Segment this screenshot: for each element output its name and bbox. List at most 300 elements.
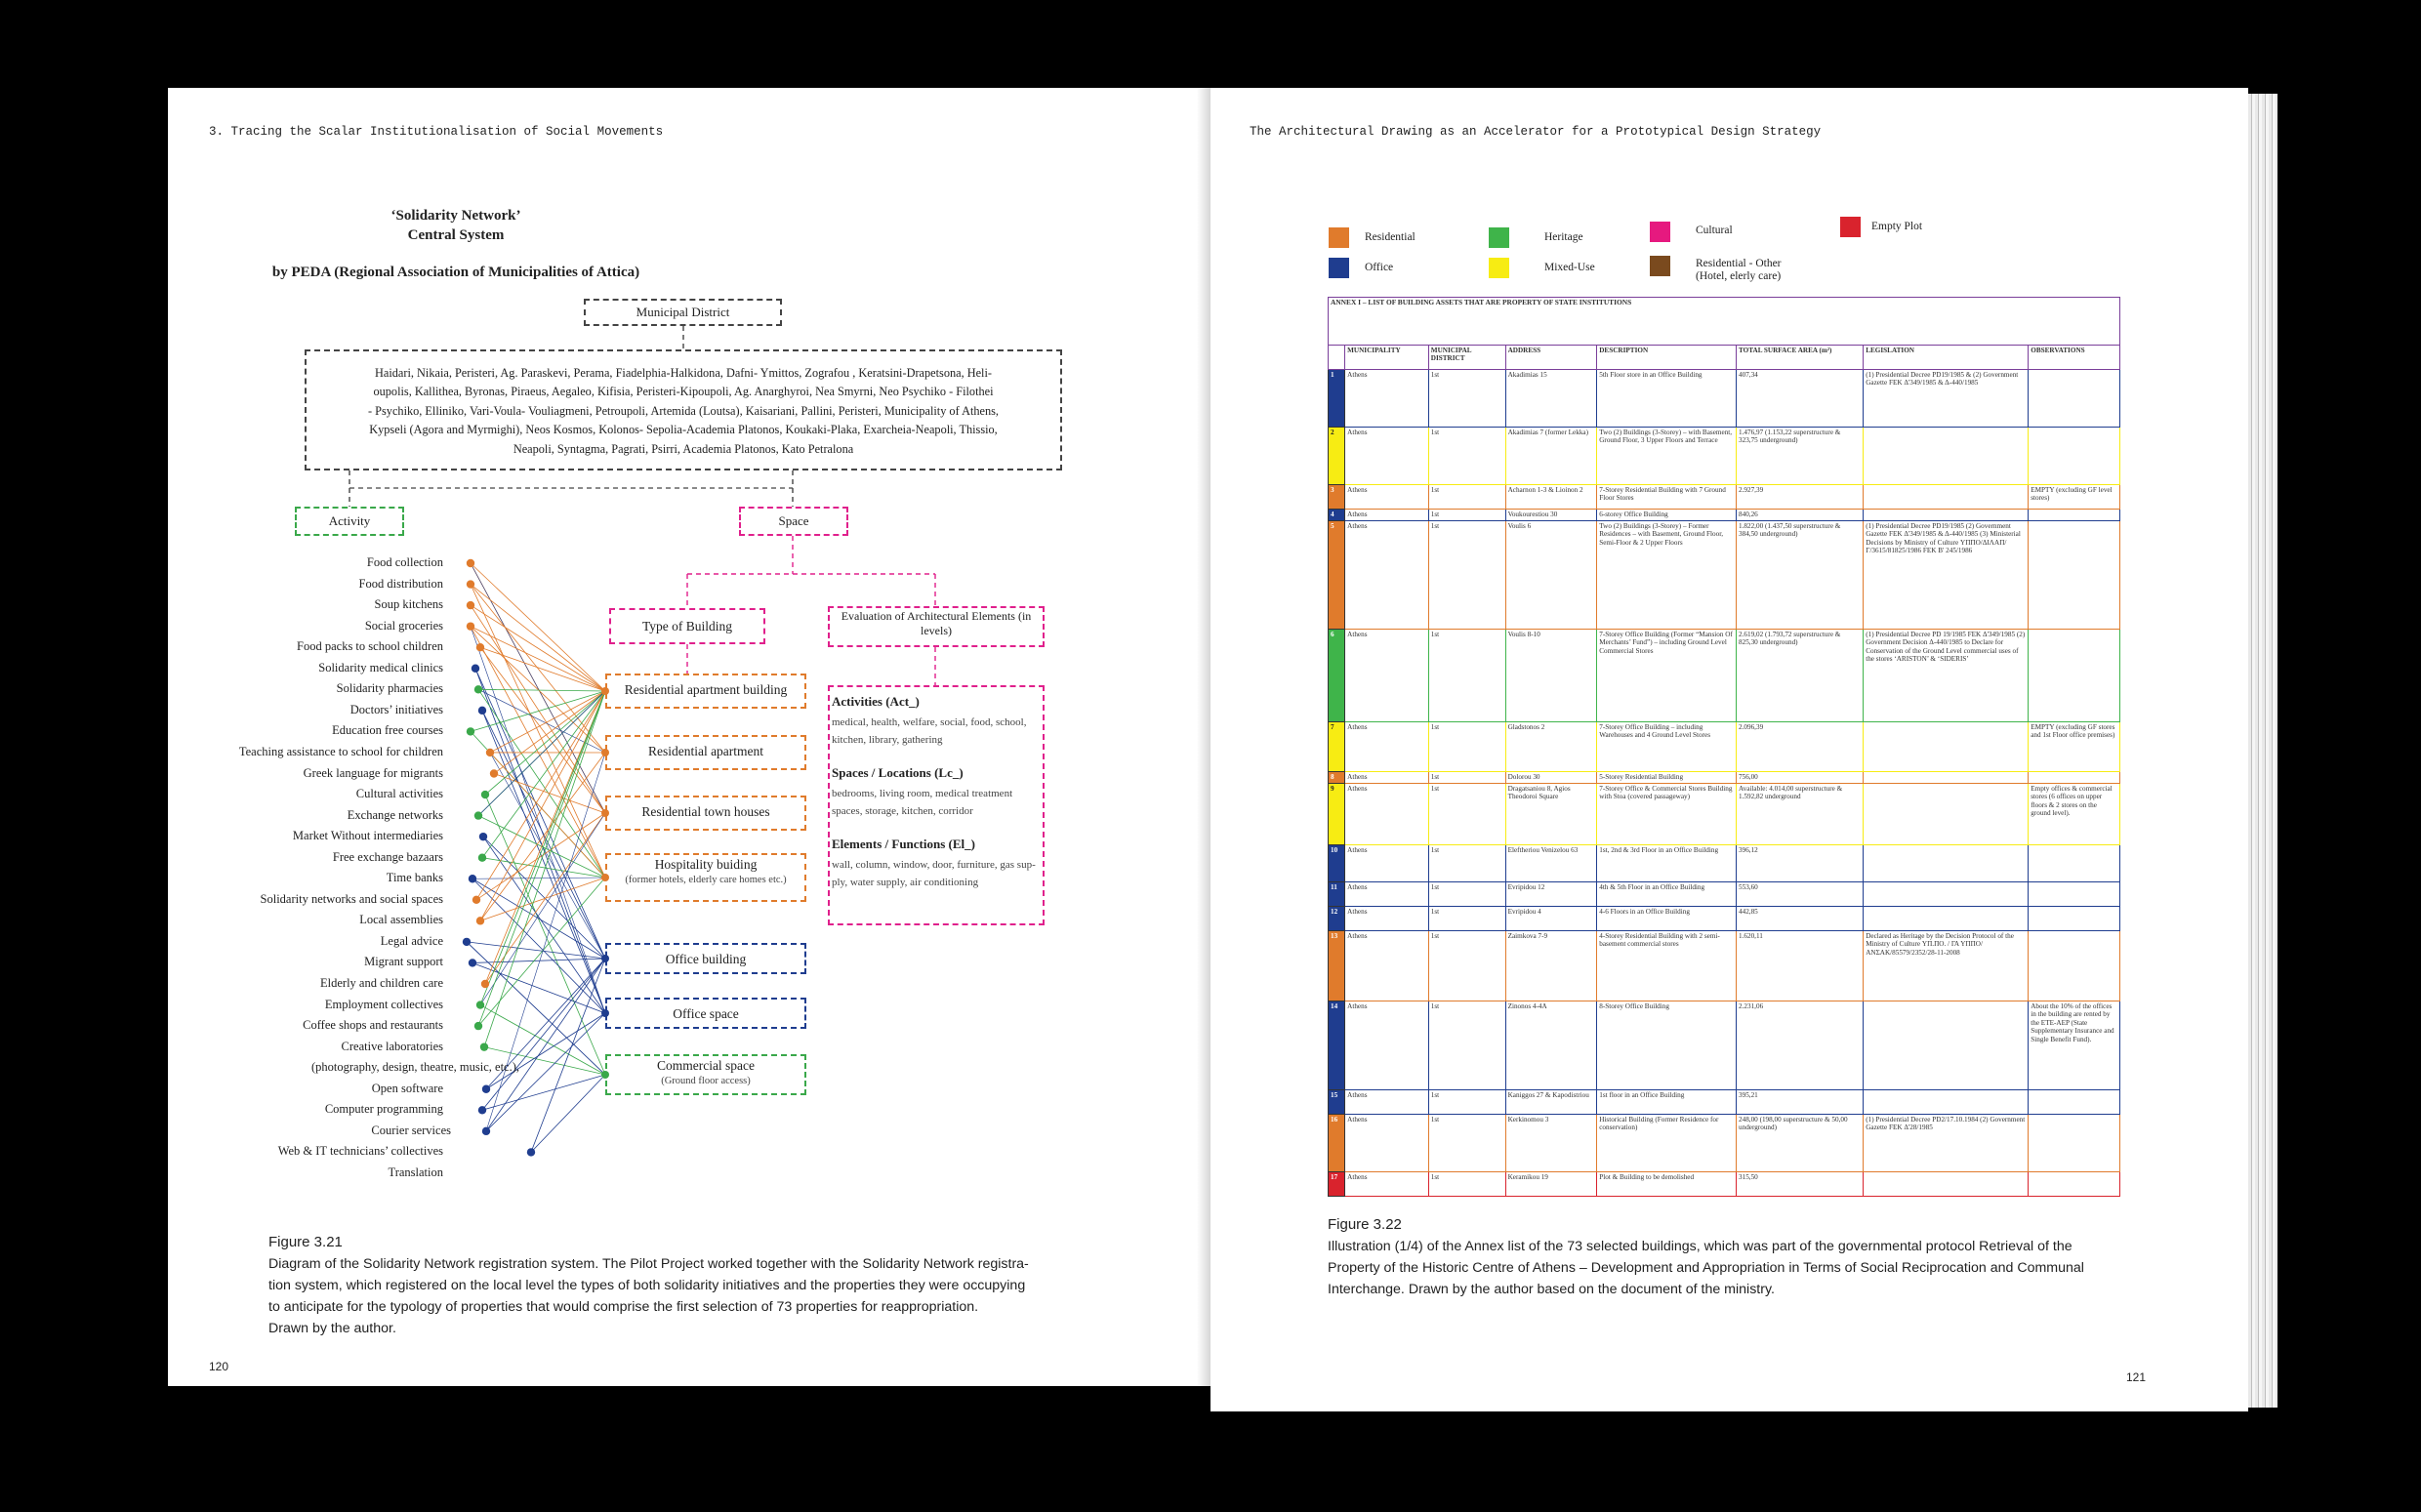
table-cell: 1st xyxy=(1428,845,1505,882)
level-text: wall, column, window, door, furniture, gas sup-ply, water supply, air conditioning xyxy=(832,859,1036,888)
activity-link xyxy=(471,585,605,691)
activity-node xyxy=(482,1085,490,1093)
table-cell xyxy=(1864,1001,2029,1090)
caption-line: Drawn by the author. xyxy=(268,1321,396,1336)
building-type-sub: (former hotels, elderly care homes etc.) xyxy=(625,875,787,885)
activity-node xyxy=(478,707,486,715)
table-cell: Dragatsaniou 8, Agios Theodoroi Square xyxy=(1505,784,1597,845)
activity-link xyxy=(486,959,605,1131)
table-cell: Plot & Building to be demolished xyxy=(1597,1172,1737,1197)
table-cell: Two (2) Buildings (3-Storey) – Former Residences – with Basement, Ground Floor, Semi-Floor & 2 Upper Floors xyxy=(1597,521,1737,630)
table-cell: Evripidou 12 xyxy=(1505,882,1597,907)
activity-item: Solidarity networks and social spaces xyxy=(260,891,443,906)
table-cell xyxy=(1864,485,2029,510)
legend-label: Residential - Other (Hotel, elerly care) xyxy=(1696,258,1782,282)
table-cell: 7-Storey Office Building – including Warehouses and 4 Ground Level Stores xyxy=(1597,722,1737,772)
table-row xyxy=(1329,722,2120,772)
activity-node xyxy=(486,749,494,756)
table-row xyxy=(1329,772,2120,784)
table-cell: Athens xyxy=(1345,428,1429,485)
table-cell: 2.927,39 xyxy=(1737,485,1864,510)
building-type-label: Commercial space xyxy=(656,1058,756,1073)
legend-label: Heritage xyxy=(1544,231,1583,243)
activity-node xyxy=(463,938,471,946)
activity-node xyxy=(474,811,482,819)
table-cell: Available: 4.014,00 superstructure & 1.592,82 underground xyxy=(1737,784,1864,845)
activity-item: Time banks xyxy=(386,871,443,885)
table-cell xyxy=(2029,370,2120,428)
row-number: 9 xyxy=(1329,784,1345,845)
table-row xyxy=(1329,1090,2120,1115)
activity-node xyxy=(478,854,486,862)
table-row xyxy=(1329,784,2120,845)
table-cell: Athens xyxy=(1345,510,1429,521)
municipalities-line: Haidari, Nikaia, Peristeri, Ag. Paraskevi, Perama, Fiadelphia-Halkidona, Dafni- Ymittos, Zografou , Keratsini-Drapetsona, Heli- xyxy=(375,366,992,380)
table-cell: (1) Presidential Decree PD2/17.10.1984 (2) Government Gazette FEK Δ'28/1985 xyxy=(1864,1115,2029,1172)
table-cell xyxy=(1864,1172,2029,1197)
activity-node xyxy=(527,1148,535,1156)
table-cell: 1.822,00 (1.437,50 superstructure & 384,50 underground) xyxy=(1737,521,1864,630)
activity-item: Food distribution xyxy=(358,576,443,591)
diagram-title: ‘Solidarity Network’ xyxy=(390,208,521,224)
row-number: 4 xyxy=(1329,510,1345,521)
activity-link xyxy=(471,605,605,691)
table-cell: 1.620,11 xyxy=(1737,931,1864,1001)
table-cell xyxy=(1864,722,2029,772)
table-cell: Athens xyxy=(1345,772,1429,784)
activity-node xyxy=(482,1127,490,1135)
activity-node xyxy=(467,622,474,630)
figure-caption-left xyxy=(268,1232,1176,1339)
row-number: 12 xyxy=(1329,907,1345,931)
table-cell: 1st xyxy=(1428,521,1505,630)
table-cell: 1st xyxy=(1428,931,1505,1001)
table-cell: 6-storey Office Building xyxy=(1597,510,1737,521)
activity-node xyxy=(467,727,474,735)
table-cell: 840,26 xyxy=(1737,510,1864,521)
table-cell: Voulis 6 xyxy=(1505,521,1597,630)
table-row xyxy=(1329,428,2120,485)
activity-link xyxy=(490,753,605,878)
table-header: TOTAL SURFACE AREA (m²) xyxy=(1737,346,1864,370)
activity-item: Migrant support xyxy=(364,955,443,969)
table-cell: Athens xyxy=(1345,630,1429,722)
caption-line: Interchange. Drawn by the author based on the document of the ministry. xyxy=(1328,1282,1775,1297)
table-cell xyxy=(1864,772,2029,784)
table-cell: Empty offices & commercial stores (6 offices on upper floors & 2 stores on the ground level). xyxy=(2029,784,2120,845)
type-of-building-label: Type of Building xyxy=(641,619,733,633)
table-cell: Eleftheriou Venizelou 63 xyxy=(1505,845,1597,882)
table-cell: Athens xyxy=(1345,1090,1429,1115)
table-row xyxy=(1329,370,2120,428)
table-cell: 7-Storey Office Building (Former “Mansion Of Merchants’ Fund”) – including Ground Level Commercial Stores xyxy=(1597,630,1737,722)
table-cell: Athens xyxy=(1345,485,1429,510)
row-number: 7 xyxy=(1329,722,1345,772)
building-type-label: Office space xyxy=(673,1006,739,1021)
table-cell xyxy=(1864,1090,2029,1115)
municipalities-line: Kypseli (Agora and Myrmighi), Neos Kosmos, Kolonos- Sepolia-Academia Platonos, Koukaki-Plaka, Exarcheia-Neapoli, Thissio, xyxy=(369,423,998,437)
activity-link xyxy=(471,563,605,691)
table-cell: 2.231,06 xyxy=(1737,1001,1864,1090)
table-header: ADDRESS xyxy=(1505,346,1597,370)
table-cell: 553,60 xyxy=(1737,882,1864,907)
table-cell xyxy=(2029,845,2120,882)
table-cell: Athens xyxy=(1345,521,1429,630)
row-number: 15 xyxy=(1329,1090,1345,1115)
table-cell: 407,34 xyxy=(1737,370,1864,428)
activity-link xyxy=(478,689,605,691)
activity-link xyxy=(478,689,605,753)
table-cell: Athens xyxy=(1345,845,1429,882)
legend-swatch xyxy=(1650,256,1670,276)
activity-item: Education free courses xyxy=(332,723,443,738)
figure-number: Figure 3.22 xyxy=(1328,1216,1402,1233)
activity-link xyxy=(471,627,605,691)
row-number: 10 xyxy=(1329,845,1345,882)
annex-table xyxy=(1328,297,2120,1197)
figure-number: Figure 3.21 xyxy=(268,1234,343,1250)
row-number: 1 xyxy=(1329,370,1345,428)
table-cell: 1st xyxy=(1428,1115,1505,1172)
table-cell: 1st xyxy=(1428,630,1505,722)
activity-item: Courier services xyxy=(371,1123,451,1137)
table-cell: Zinonos 4-4A xyxy=(1505,1001,1597,1090)
table-cell: 1st xyxy=(1428,1172,1505,1197)
table-cell: 4-6 Floors in an Office Building xyxy=(1597,907,1737,931)
table-cell: Athens xyxy=(1345,931,1429,1001)
activity-node xyxy=(469,959,476,966)
table-cell xyxy=(2029,882,2120,907)
activity-node xyxy=(481,980,489,988)
right-page xyxy=(1210,88,2248,1411)
table-cell: Athens xyxy=(1345,907,1429,931)
activity-link xyxy=(480,813,605,1005)
caption-line: Diagram of the Solidarity Network registration system. The Pilot Project worked together with the Solidarity Network registra- xyxy=(268,1256,1029,1272)
table-header: MUNICIPALITY xyxy=(1345,346,1429,370)
table-cell: 5-Storey Residential Building xyxy=(1597,772,1737,784)
activity-item: Elderly and children care xyxy=(320,976,443,990)
legend-swatch xyxy=(1489,258,1509,278)
municipalities-line: oupolis, Kallithea, Byronas, Piraeus, Aegaleo, Kifisia, Peristeri-Kipoupoli, Ag. Anarghyroi, Nea Smyrni, Neo Psychiko - Filothei xyxy=(373,385,994,399)
table-cell xyxy=(1864,428,2029,485)
diagram-title-2: Central System xyxy=(407,227,505,243)
table-cell: 1st xyxy=(1428,907,1505,931)
table-cell: 395,21 xyxy=(1737,1090,1864,1115)
page-edges xyxy=(2248,94,2277,1408)
table-cell: Athens xyxy=(1345,882,1429,907)
table-cell xyxy=(1864,845,2029,882)
activity-node xyxy=(469,875,476,882)
activity-item: Open software xyxy=(371,1081,443,1095)
activity-node xyxy=(474,1022,482,1030)
table-cell: 4th & 5th Floor in an Office Building xyxy=(1597,882,1737,907)
activity-node xyxy=(480,1042,488,1050)
table-cell: 1st xyxy=(1428,784,1505,845)
caption-line: tion system, which registered on the local level the types of both solidarity initiatives and the properties they were occupying xyxy=(268,1278,1026,1293)
table-cell: EMPTY (excluding GF level stores) xyxy=(2029,485,2120,510)
building-type-sub: (Ground floor access) xyxy=(661,1076,751,1086)
municipalities-line: Neapoli, Syntagma, Pagrati, Psirri, Academia Platonos, Kato Petralona xyxy=(513,441,854,456)
activity-item: Free exchange bazaars xyxy=(332,849,443,864)
activity-node xyxy=(474,685,482,693)
activity-node xyxy=(476,917,484,924)
table-cell: 756,00 xyxy=(1737,772,1864,784)
legend-swatch xyxy=(1489,227,1509,248)
level-title: Activities (Act_) xyxy=(832,694,920,709)
table-cell xyxy=(2029,428,2120,485)
table-row xyxy=(1329,845,2120,882)
activity-node xyxy=(490,769,498,777)
building-type-label: Residential town houses xyxy=(641,804,770,819)
building-type-label: Office building xyxy=(665,952,747,966)
legend-label: Residential xyxy=(1365,231,1416,243)
table-caption: ANNEX I – LIST OF BUILDING ASSETS THAT ARE PROPERTY OF STATE INSTITUTIONS xyxy=(1329,298,2120,346)
table-cell xyxy=(2029,630,2120,722)
row-number: 13 xyxy=(1329,931,1345,1001)
table-row xyxy=(1329,1115,2120,1172)
activity-item: Doctors’ initiatives xyxy=(349,702,443,716)
activity-link xyxy=(483,837,605,959)
table-cell: Keramikou 19 xyxy=(1505,1172,1597,1197)
activity-link xyxy=(467,942,605,959)
row-number: 8 xyxy=(1329,772,1345,784)
table-cell: Athens xyxy=(1345,784,1429,845)
figure-caption-right xyxy=(1328,1214,2206,1300)
activity-node xyxy=(481,791,489,798)
activity-node xyxy=(472,896,480,904)
activity-item: Creative laboratories xyxy=(341,1039,443,1053)
legend-label: Office xyxy=(1365,262,1394,273)
activity-link xyxy=(482,691,605,858)
activity-item: Social groceries xyxy=(364,618,443,633)
activity-node xyxy=(472,665,479,673)
table-cell: 1st xyxy=(1428,510,1505,521)
activity-item: Employment collectives xyxy=(324,997,443,1011)
activity-node xyxy=(478,1106,486,1114)
table-header: MUNICIPAL DISTRICT xyxy=(1428,346,1505,370)
table-cell: Zaimkova 7-9 xyxy=(1505,931,1597,1001)
running-head-left: 3. Tracing the Scalar Institutionalisation of Social Movements xyxy=(209,125,664,139)
legend-swatch xyxy=(1329,258,1349,278)
legend-swatch xyxy=(1329,227,1349,248)
table-cell: 1.476,97 (1.153,22 superstructure & 323,75 underground) xyxy=(1737,428,1864,485)
activity-item: Soup kitchens xyxy=(374,597,443,612)
legend-label: Empty Plot xyxy=(1871,221,1923,232)
table-cell: EMPTY (excluding GF stores and 1st Floor office premises) xyxy=(2029,722,2120,772)
table-cell: (1) Presidential Decree PD 19/1985 FEK Δ'349/1985 (2) Government Decision Δ-440/1985 to Declare for Conservation of the Ground Level commercial uses of the stores ‘ARISTON’ & ‘SIDERIS’ xyxy=(1864,630,2029,722)
level-text: medical, health, welfare, social, food, school, kitchen, library, gathering xyxy=(832,716,1027,746)
activity-item: Computer programming xyxy=(324,1102,443,1117)
caption-line: Illustration (1/4) of the Annex list of the 73 selected buildings, which was part of the governmental protocol Retrieval of the xyxy=(1328,1239,2072,1254)
table-header: LEGISLATION xyxy=(1864,346,2029,370)
table-cell: 1st xyxy=(1428,722,1505,772)
row-number: 3 xyxy=(1329,485,1345,510)
activity-link xyxy=(490,691,605,753)
table-cell: Akadimias 15 xyxy=(1505,370,1597,428)
table-row xyxy=(1329,630,2120,722)
activity-link xyxy=(490,753,605,959)
table-cell: Declared as Heritage by the Decision Protocol of the Ministry of Culture ΥΠ.ΠΟ. / ΓΑ ΥΠΠΟ/ ΑΝΣΑΚ/85579/2352/28-11-2008 xyxy=(1864,931,2029,1001)
activity-link xyxy=(482,959,605,1110)
table-cell: 7-Storey Residential Building with 7 Ground Floor Stores xyxy=(1597,485,1737,510)
activity-item: Web & IT technicians’ collectives xyxy=(277,1144,443,1159)
space-label: Space xyxy=(778,513,809,528)
activity-item: Legal advice xyxy=(380,933,443,948)
building-type-label: Residential apartment building xyxy=(624,682,788,697)
table-cell: 1st xyxy=(1428,1001,1505,1090)
activity-item: Greek language for migrants xyxy=(303,765,443,780)
activity-label: Activity xyxy=(328,513,371,528)
table-cell xyxy=(1864,882,2029,907)
activity-node xyxy=(476,1001,484,1008)
activity-item: Cultural activities xyxy=(355,787,443,801)
table-row xyxy=(1329,1001,2120,1090)
municipalities-line: - Psychiko, Elliniko, Vari-Voula- Vouliagmeni, Petroupoli, Artemida (Loutsa), Kaisariani, Pallini, Peristeri, Municipality of Athens, xyxy=(368,403,999,418)
table-cell: (1) Presidential Decree PD19/1985 & (2) Government Gazette FEK Δ'349/1985 & Δ-440/1985 xyxy=(1864,370,2029,428)
caption-line: Property of the Historic Centre of Athens – Development and Appropriation in Terms of Social Reciprocation and Communal xyxy=(1328,1260,2084,1276)
table-row xyxy=(1329,510,2120,521)
activity-node xyxy=(467,559,474,567)
table-cell: 442,85 xyxy=(1737,907,1864,931)
table-cell: 7-Storey Office & Commercial Stores Building with Stoa (covered passageway) xyxy=(1597,784,1737,845)
table-cell: 1st xyxy=(1428,370,1505,428)
table-cell: (1) Presidential Decree PD19/1985 (2) Government Gazette FEK Δ'349/1985 & Δ-440/1985 (3) Ministerial Decisions by Ministry of Culture ΥΠΠΟ/ΔΙΛΑΠ/Γ/3615/81825/1986 FEK Β' 245/1986 xyxy=(1864,521,2029,630)
activity-item: Solidarity medical clinics xyxy=(318,660,443,674)
table-cell: Gladstonos 2 xyxy=(1505,722,1597,772)
left-page xyxy=(168,88,1210,1386)
table-cell: Athens xyxy=(1345,370,1429,428)
activity-node xyxy=(467,580,474,588)
table-cell: Historical Building (Former Residence for conservation) xyxy=(1597,1115,1737,1172)
table-cell: 248,00 (198,00 superstructure & 50,00 underground) xyxy=(1737,1115,1864,1172)
table-cell: 5th Floor store in an Office Building xyxy=(1597,370,1737,428)
diagram-subtitle: by PEDA (Regional Association of Municipalities of Attica) xyxy=(271,265,640,280)
table-cell xyxy=(2029,521,2120,630)
activity-link xyxy=(531,1075,605,1152)
table-cell: 2.096,39 xyxy=(1737,722,1864,772)
table-cell xyxy=(2029,907,2120,931)
table-cell: 1st xyxy=(1428,1090,1505,1115)
table-cell: 1st, 2nd & 3rd Floor in an Office Building xyxy=(1597,845,1737,882)
table-cell: Acharnon 1-3 & Lioinon 2 xyxy=(1505,485,1597,510)
activity-item: Exchange networks xyxy=(347,807,443,822)
table-cell: Athens xyxy=(1345,1172,1429,1197)
evaluation-label: Evaluation of Architectural Elements (in levels) xyxy=(841,609,1032,637)
table-cell: 2.619,02 (1.793,72 superstructure & 825,30 underground) xyxy=(1737,630,1864,722)
table-cell xyxy=(1864,784,2029,845)
table-header xyxy=(1329,346,1345,370)
activity-item: Market Without intermediaries xyxy=(292,829,443,843)
table-cell: Dolorou 30 xyxy=(1505,772,1597,784)
table-cell xyxy=(2029,931,2120,1001)
running-head-right: The Architectural Drawing as an Accelerator for a Prototypical Design Strategy xyxy=(1250,125,1822,139)
legend-label: Mixed-Use xyxy=(1544,262,1595,273)
row-number: 14 xyxy=(1329,1001,1345,1090)
activity-link xyxy=(480,691,605,920)
table-cell: Evripidou 4 xyxy=(1505,907,1597,931)
table-cell: About the 10% of the offices in the building are rented by the ETE-AEP (State Supplementary Insurance and Single Benefit Fund). xyxy=(2029,1001,2120,1090)
activity-link xyxy=(472,878,605,879)
table-row xyxy=(1329,485,2120,510)
table-cell xyxy=(1864,510,2029,521)
table-cell: 1st xyxy=(1428,772,1505,784)
table-cell: Athens xyxy=(1345,1001,1429,1090)
activity-link xyxy=(480,691,605,1005)
table-header: OBSERVATIONS xyxy=(2029,346,2120,370)
activity-item: Coffee shops and restaurants xyxy=(303,1018,443,1033)
activity-item: Solidarity pharmacies xyxy=(336,681,443,696)
table-row xyxy=(1329,521,2120,630)
table-cell: 4-Storey Residential Building with 2 semi-basement commercial stores xyxy=(1597,931,1737,1001)
table-cell xyxy=(2029,1115,2120,1172)
level-text: bedrooms, living room, medical treatment spaces, storage, kitchen, corridor xyxy=(832,788,1013,817)
activity-item: Local assemblies xyxy=(359,913,443,927)
page-number-right: 121 xyxy=(2126,1370,2147,1384)
row-number: 17 xyxy=(1329,1172,1345,1197)
table-row xyxy=(1329,931,2120,1001)
table-cell: Akadimias 7 (former Lekka) xyxy=(1505,428,1597,485)
table-cell: Kerkinomou 3 xyxy=(1505,1115,1597,1172)
table-row xyxy=(1329,882,2120,907)
table-header: DESCRIPTION xyxy=(1597,346,1737,370)
activity-link xyxy=(480,647,605,691)
table-cell: 1st xyxy=(1428,882,1505,907)
activity-item: Teaching assistance to school for children xyxy=(238,744,443,758)
row-number: 6 xyxy=(1329,630,1345,722)
table-cell: 1st floor in an Office Building xyxy=(1597,1090,1737,1115)
row-number: 2 xyxy=(1329,428,1345,485)
legend-swatch xyxy=(1650,222,1670,242)
level-title: Spaces / Locations (Lc_) xyxy=(832,765,964,780)
table-cell: Voukourestiou 30 xyxy=(1505,510,1597,521)
table-cell: 1st xyxy=(1428,428,1505,485)
activity-item: Food collection xyxy=(366,555,443,569)
building-type-label: Hospitality buiding xyxy=(654,857,758,872)
legend-swatch xyxy=(1840,217,1861,237)
row-number: 11 xyxy=(1329,882,1345,907)
table-cell: 8-Storey Office Building xyxy=(1597,1001,1737,1090)
row-number: 16 xyxy=(1329,1115,1345,1172)
caption-line: to anticipate for the typology of properties that would comprise the first selection of 73 properties for reappropriation. xyxy=(268,1299,979,1315)
table-cell: Voulis 8-10 xyxy=(1505,630,1597,722)
table-cell xyxy=(2029,1172,2120,1197)
municipal-district-label: Municipal District xyxy=(636,305,730,319)
table-cell: Athens xyxy=(1345,1115,1429,1172)
table-cell xyxy=(2029,1090,2120,1115)
activity-item: Translation xyxy=(388,1165,443,1179)
level-title: Elements / Functions (El_) xyxy=(832,837,975,851)
activity-node xyxy=(479,833,487,840)
table-cell: Athens xyxy=(1345,722,1429,772)
legend-label: Cultural xyxy=(1696,225,1733,236)
table-cell xyxy=(2029,510,2120,521)
table-cell: Two (2) Buildings (3-Storey) – with Basement, Ground Floor, 3 Upper Floors and Terrace xyxy=(1597,428,1737,485)
activity-node xyxy=(476,643,484,651)
activity-link xyxy=(475,669,605,959)
table-cell: 1st xyxy=(1428,485,1505,510)
table-cell: Kaniggos 27 & Kapodistriou xyxy=(1505,1090,1597,1115)
table-cell: 396,12 xyxy=(1737,845,1864,882)
page-number-left: 120 xyxy=(209,1360,229,1373)
activity-item: Food packs to school children xyxy=(297,639,443,654)
row-number: 5 xyxy=(1329,521,1345,630)
table-cell xyxy=(2029,772,2120,784)
activity-link xyxy=(486,1013,605,1089)
activity-item: (photography, design, theatre, music, etc.), xyxy=(310,1060,519,1075)
table-row xyxy=(1329,1172,2120,1197)
table-cell: 315,50 xyxy=(1737,1172,1864,1197)
table-row xyxy=(1329,907,2120,931)
